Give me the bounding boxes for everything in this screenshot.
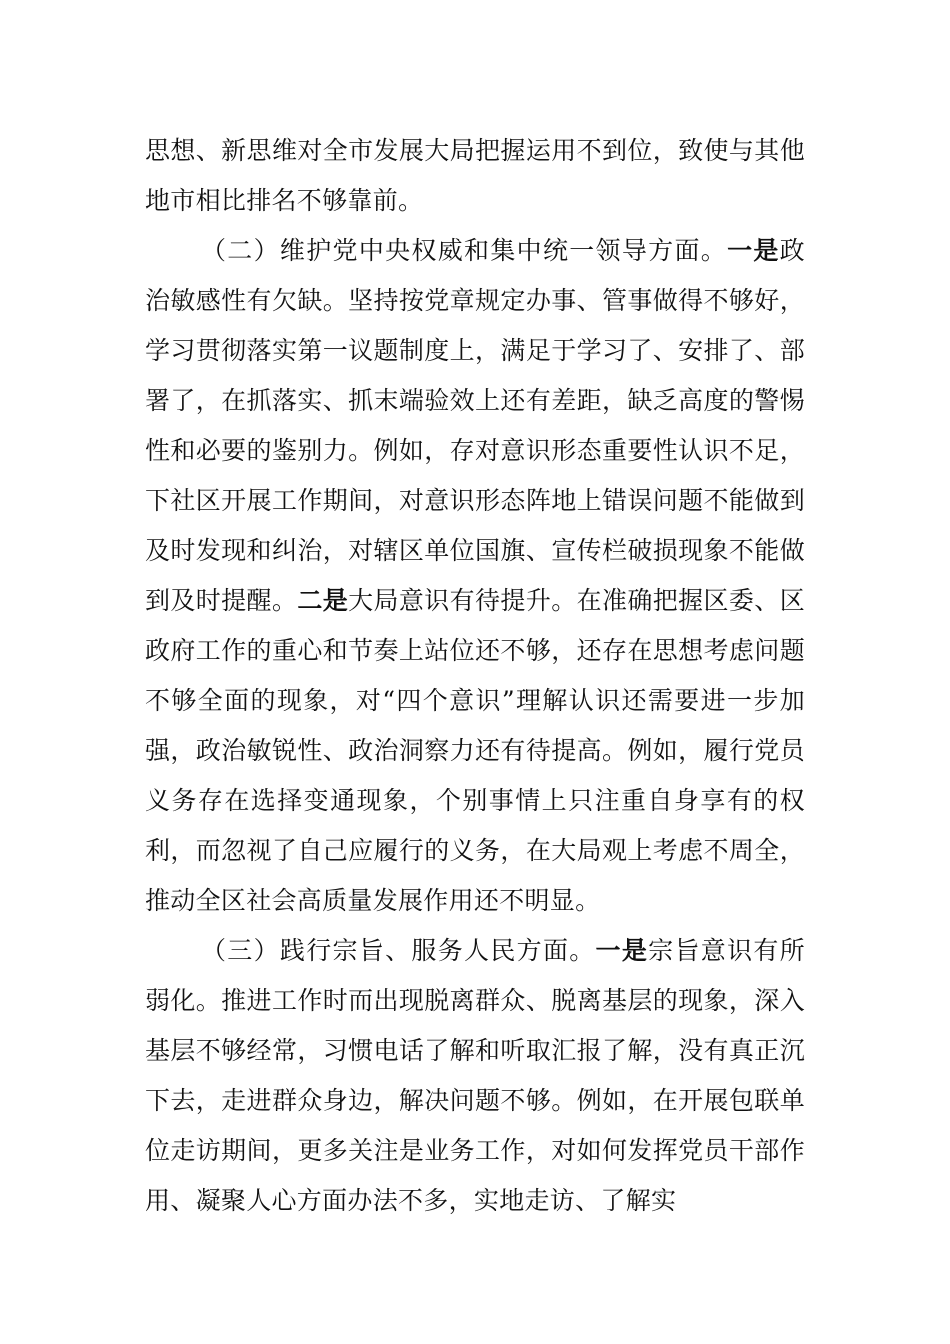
paragraph-2 xyxy=(145,226,805,926)
bold-marker-first: 一是 xyxy=(595,936,649,965)
bold-marker-second: 二是 xyxy=(297,586,349,615)
paragraph-2-text-a: 政治敏感性有欠缺。坚持按党章规定办事、管事做得不够好，学习贯彻落实第一议题制度上，满足于学习了、安排了、部署了，在抓落实、抓末端验效上还有差距，缺乏高度的警惕性和必要的鉴别力。例如，存对意识形态重要性认识不足，下社区开展工作期间，对意识形态阵地上错误问题不能做到及时发现和纠治，对辖区单位国旗、宣传栏破损现象不能做到及时提醒。 xyxy=(145,236,805,615)
section-heading-3: （三）践行宗旨、服务人民方面。 xyxy=(201,936,596,965)
bold-marker-first: 一是 xyxy=(727,236,780,265)
paragraph-3 xyxy=(145,926,805,1226)
paragraph-1-text: 思想、新思维对全市发展大局把握运用不到位，致使与其他地市相比排名不够靠前。 xyxy=(145,136,805,215)
document-body xyxy=(145,126,805,1226)
section-heading-2: （二）维护党中央权威和集中统一领导方面。 xyxy=(201,236,728,265)
paragraph-3-text: 宗旨意识有所弱化。推进工作时而出现脱离群众、脱离基层的现象，深入基层不够经常，习惯电话了解和听取汇报了解，没有真正沉下去，走进群众身边，解决问题不够。例如，在开展包联单位走访期间，更多关注是业务工作，对如何发挥党员干部作用、凝聚人心方面办法不多，实地走访、了解实 xyxy=(145,936,805,1215)
paragraph-1 xyxy=(145,126,805,226)
paragraph-2-text-b: 大局意识有待提升。在准确把握区委、区政府工作的重心和节奏上站位还不够，还存在思想考虑问题不够全面的现象，对“四个意识”理解认识还需要进一步加强，政治敏锐性、政治洞察力还有待提高。例如，履行党员义务存在选择变通现象，个别事情上只注重自身享有的权利，而忽视了自己应履行的义务，在大局观上考虑不周全，推动全区社会高质量发展作用还不明显。 xyxy=(145,586,805,915)
